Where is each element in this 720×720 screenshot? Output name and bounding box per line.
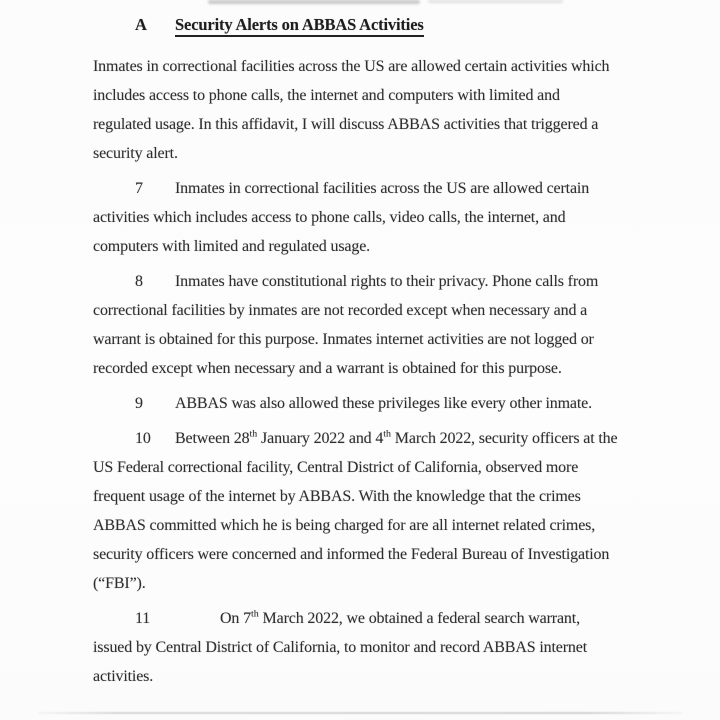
paragraphs — [93, 52, 683, 691]
paragraph: 7 Inmates in correctional facilities across the US are allowed certain activities which includes access to phone calls, video calls, the internet, and computers with limited and regulated usage. — [93, 174, 683, 261]
section-letter: A — [135, 15, 147, 34]
paragraph-number: 11 — [135, 610, 151, 627]
paragraph: 11 On 7th March 2022, we obtained a federal search warrant, issued by Central District of California, to monitor and record ABBAS internet activities. — [93, 604, 683, 691]
section-heading — [93, 15, 683, 35]
paragraph-number: 7 — [135, 180, 143, 197]
paragraph-number: 8 — [135, 273, 143, 290]
paragraph-number: 10 — [135, 430, 151, 447]
paragraph: 9 ABBAS was also allowed these privileges like every other inmate. — [93, 389, 683, 418]
document-content — [93, 0, 683, 691]
paragraph: 10 Between 28th January 2022 and 4th March 2022, security officers at the US Federal correctional facility, Central District of California, observed more frequent usage of the internet by ABBAS. With the knowledge that the crimes ABBAS committed which he is being charged for are all internet related crimes, security officers were concerned and informed the Federal Bureau of Investigation (“FBI”). — [93, 424, 683, 598]
section-title: Security Alerts on ABBAS Activities — [175, 15, 424, 37]
paragraph: 8 Inmates have constitutional rights to their privacy. Phone calls from correctional facilities by inmates are not recorded except when necessary and a warrant is obtained for this purpose. Inmates internet activities are not logged or recorded except when necessary and a warrant is obtained for this purpose. — [93, 267, 683, 383]
paragraph: Inmates in correctional facilities across the US are allowed certain activities which includes access to phone calls, the internet and computers with limited and regulated usage. In this affidavit, I will discuss ABBAS activities that triggered a security alert. — [93, 58, 610, 162]
paragraph-number: 9 — [135, 395, 143, 412]
page-edge-line — [38, 712, 683, 714]
